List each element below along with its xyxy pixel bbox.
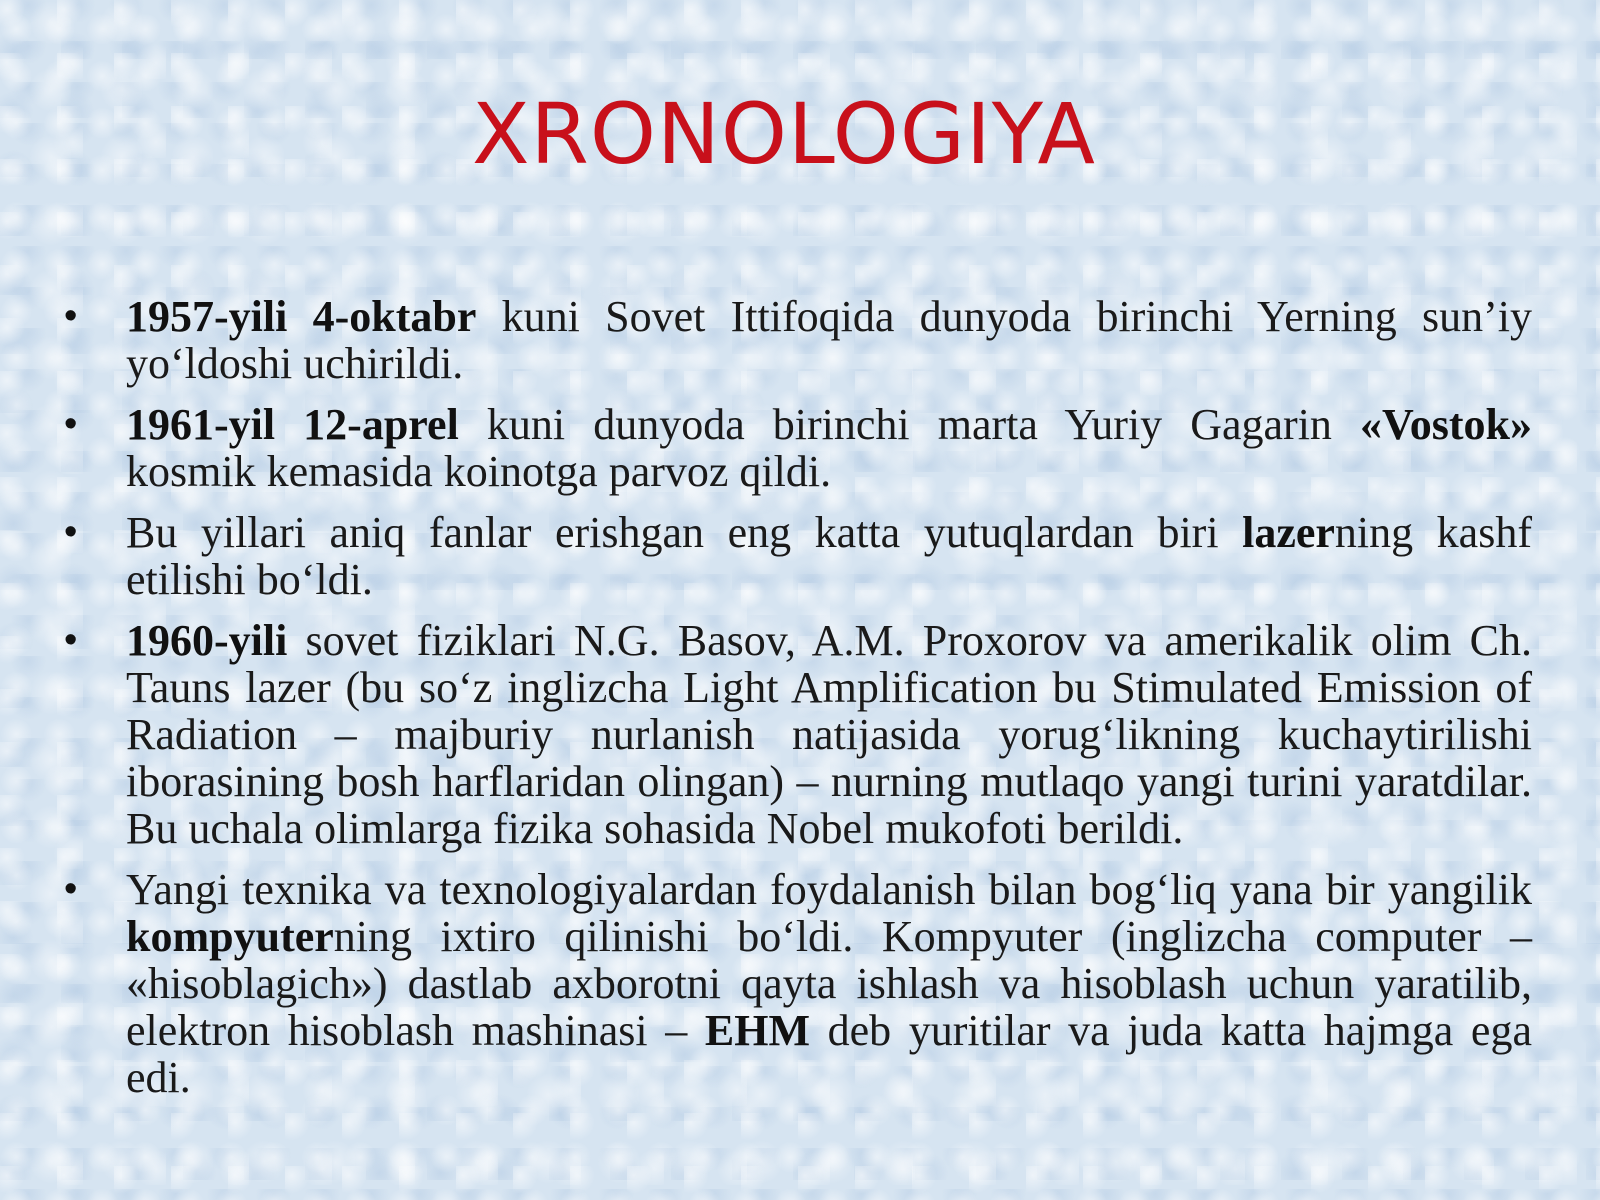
text-run: sovet fiziklari N.G. Basov, A.M. Proxorov va amerikalik olim Ch. Tauns lazer (bu so‘z inglizcha Light Amplification bu Stimulated Emission of Radiation – majburiy nurlanish natijasida yorug‘likning kuchaytirilishi iborasining bosh harflaridan olingan) – nurning mutlaqo yangi turini yaratdilar. Bu uchala olimlarga fizika sohasida Nobel mukofoti berildi. [126, 616, 1532, 853]
bullet-text [126, 293, 1532, 387]
bullet-item [0, 293, 1532, 387]
bold-run: kompyuter [126, 912, 334, 961]
text-run: deb yuritilar va juda katta hajmga ega edi. [126, 1006, 1532, 1102]
bullet-dot-icon: • [64, 511, 78, 553]
bullet-item [0, 401, 1532, 495]
bullet-text [126, 509, 1532, 603]
bullet-dot-icon: • [64, 619, 78, 661]
bold-run: EHM [704, 1006, 810, 1055]
text-run: kuni Sovet Ittifoqida dunyoda birinchi Yerning sun’iy yo‘ldoshi uchirildi. [126, 292, 1532, 388]
text-run: Yangi texnika va texnologiyalardan foydalanish bilan bog‘liq yana bir yangilik [126, 865, 1532, 914]
text-run: ning kashf etilishi bo‘ldi. [126, 508, 1532, 604]
text-run: ning ixtiro qilinishi bo‘ldi. Kompyuter (inglizcha computer – «hisoblagich») dastlab axborotni qayta ishlash va hisoblash uchun yaratilib, elektron hisoblash mashinasi – [126, 912, 1532, 1055]
slide-title [0, 85, 1600, 183]
bullet-dot-icon: • [64, 403, 78, 445]
text-run: kuni dunyoda birinchi marta Yuriy Gagarin [458, 400, 1361, 449]
bullet-item [0, 509, 1532, 603]
bullet-text [126, 617, 1532, 852]
bold-run: 1961-yil 12-aprel [126, 400, 459, 449]
slide-title-text: XRONOLOGIYA [471, 85, 1097, 183]
bold-run: lazer [1242, 508, 1335, 557]
text-run: kosmik kemasida koinotga parvoz qildi. [126, 447, 832, 496]
bullet-text [126, 401, 1532, 495]
bullet-list [0, 293, 1532, 1115]
text-run: Bu yillari aniq fanlar erishgan eng katta yutuqlardan biri [126, 508, 1243, 557]
bullet-text [126, 866, 1532, 1101]
bold-run: 1957-yili 4-oktabr [126, 292, 477, 341]
bold-run: «Vostok» [1360, 400, 1532, 449]
bullet-dot-icon: • [64, 868, 78, 910]
bullet-dot-icon: • [64, 295, 78, 337]
bullet-item [0, 617, 1532, 852]
bullet-item [0, 866, 1532, 1101]
bold-run: 1960-yili [126, 616, 288, 665]
